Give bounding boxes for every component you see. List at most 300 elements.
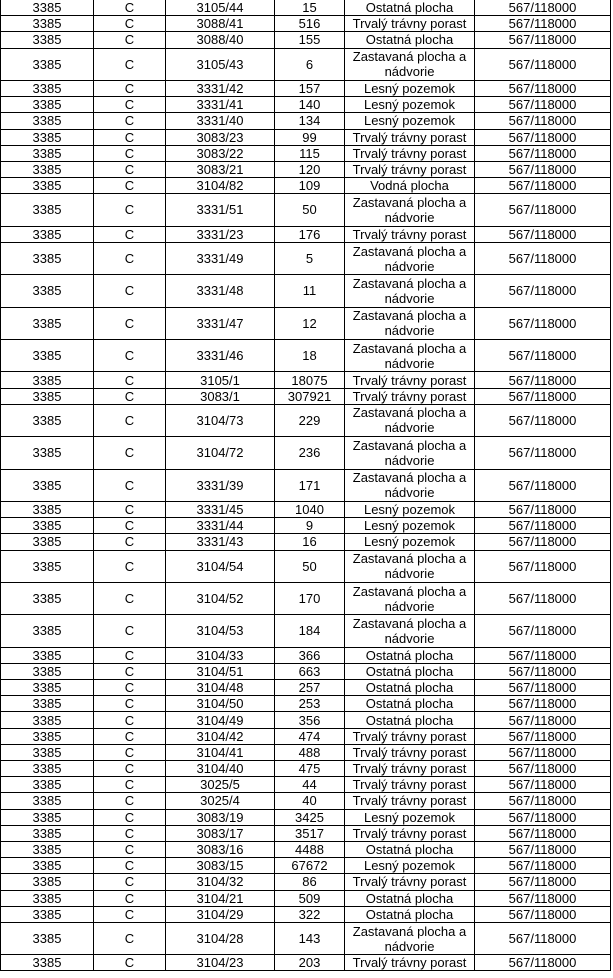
lv-cell: 3385	[1, 0, 94, 16]
lv-cell: 3385	[1, 32, 94, 48]
land-type-cell: Trvalý trávny porast	[345, 744, 475, 760]
table-row	[1, 809, 611, 825]
table-row	[1, 647, 611, 663]
area-cell: 253	[275, 696, 345, 712]
land-type-cell: Ostatná plocha	[345, 647, 475, 663]
area-cell: 509	[275, 890, 345, 906]
category-cell: C	[94, 307, 166, 339]
lv-cell: 3385	[1, 226, 94, 242]
area-cell: 15	[275, 0, 345, 16]
table-row	[1, 80, 611, 96]
share-cell: 567/118000	[475, 825, 611, 841]
area-cell: 3517	[275, 825, 345, 841]
share-cell: 567/118000	[475, 761, 611, 777]
category-cell: C	[94, 663, 166, 679]
land-type-cell: Trvalý trávny porast	[345, 129, 475, 145]
parcel-number-cell: 3104/41	[166, 744, 275, 760]
table-row	[1, 841, 611, 857]
lv-cell: 3385	[1, 809, 94, 825]
lv-cell: 3385	[1, 372, 94, 388]
table-row	[1, 307, 611, 339]
land-type-cell: Lesný pozemok	[345, 534, 475, 550]
land-type-cell: Lesný pozemok	[345, 858, 475, 874]
lv-cell: 3385	[1, 145, 94, 161]
land-type-cell: Zastavaná plocha a nádvorie	[345, 404, 475, 436]
parcel-number-cell: 3083/15	[166, 858, 275, 874]
table-row	[1, 761, 611, 777]
area-cell: 203	[275, 955, 345, 971]
category-cell: C	[94, 841, 166, 857]
area-cell: 516	[275, 16, 345, 32]
table-row	[1, 615, 611, 647]
area-cell: 6	[275, 48, 345, 80]
table-row	[1, 518, 611, 534]
land-type-cell: Ostatná plocha	[345, 906, 475, 922]
lv-cell: 3385	[1, 501, 94, 517]
area-cell: 120	[275, 161, 345, 177]
area-cell: 12	[275, 307, 345, 339]
category-cell: C	[94, 728, 166, 744]
land-type-cell: Zastavaná plocha a nádvorie	[345, 194, 475, 226]
area-cell: 109	[275, 178, 345, 194]
area-cell: 9	[275, 518, 345, 534]
area-cell: 307921	[275, 388, 345, 404]
parcel-number-cell: 3104/72	[166, 437, 275, 469]
share-cell: 567/118000	[475, 16, 611, 32]
table-row	[1, 404, 611, 436]
lv-cell: 3385	[1, 696, 94, 712]
parcel-number-cell: 3104/82	[166, 178, 275, 194]
land-type-cell: Trvalý trávny porast	[345, 777, 475, 793]
land-type-cell: Ostatná plocha	[345, 680, 475, 696]
parcel-number-cell: 3331/48	[166, 275, 275, 307]
area-cell: 474	[275, 728, 345, 744]
table-row	[1, 582, 611, 614]
land-type-cell: Zastavaná plocha a nádvorie	[345, 340, 475, 372]
land-type-cell: Trvalý trávny porast	[345, 145, 475, 161]
lv-cell: 3385	[1, 437, 94, 469]
land-type-cell: Lesný pozemok	[345, 97, 475, 113]
land-type-cell: Zastavaná plocha a nádvorie	[345, 922, 475, 954]
lv-cell: 3385	[1, 80, 94, 96]
area-cell: 18075	[275, 372, 345, 388]
lv-cell: 3385	[1, 874, 94, 890]
area-cell: 16	[275, 534, 345, 550]
parcel-number-cell: 3331/45	[166, 501, 275, 517]
land-type-cell: Zastavaná plocha a nádvorie	[345, 437, 475, 469]
table-row	[1, 48, 611, 80]
parcel-number-cell: 3083/19	[166, 809, 275, 825]
category-cell: C	[94, 0, 166, 16]
share-cell: 567/118000	[475, 680, 611, 696]
parcel-number-cell: 3331/46	[166, 340, 275, 372]
land-type-cell: Trvalý trávny porast	[345, 388, 475, 404]
area-cell: 50	[275, 550, 345, 582]
lv-cell: 3385	[1, 307, 94, 339]
category-cell: C	[94, 113, 166, 129]
parcel-number-cell: 3025/4	[166, 793, 275, 809]
parcel-number-cell: 3331/51	[166, 194, 275, 226]
share-cell: 567/118000	[475, 793, 611, 809]
category-cell: C	[94, 615, 166, 647]
share-cell: 567/118000	[475, 275, 611, 307]
lv-cell: 3385	[1, 890, 94, 906]
parcel-number-cell: 3104/23	[166, 955, 275, 971]
land-type-cell: Ostatná plocha	[345, 0, 475, 16]
category-cell: C	[94, 388, 166, 404]
land-type-cell: Trvalý trávny porast	[345, 874, 475, 890]
lv-cell: 3385	[1, 777, 94, 793]
area-cell: 143	[275, 922, 345, 954]
share-cell: 567/118000	[475, 340, 611, 372]
area-cell: 176	[275, 226, 345, 242]
lv-cell: 3385	[1, 340, 94, 372]
share-cell: 567/118000	[475, 518, 611, 534]
lv-cell: 3385	[1, 712, 94, 728]
area-cell: 40	[275, 793, 345, 809]
lv-cell: 3385	[1, 955, 94, 971]
category-cell: C	[94, 501, 166, 517]
lv-cell: 3385	[1, 16, 94, 32]
lv-cell: 3385	[1, 161, 94, 177]
share-cell: 567/118000	[475, 97, 611, 113]
category-cell: C	[94, 793, 166, 809]
land-type-cell: Lesný pozemok	[345, 113, 475, 129]
lv-cell: 3385	[1, 615, 94, 647]
parcel-number-cell: 3105/1	[166, 372, 275, 388]
share-cell: 567/118000	[475, 647, 611, 663]
lv-cell: 3385	[1, 518, 94, 534]
land-type-cell: Zastavaná plocha a nádvorie	[345, 275, 475, 307]
table-row	[1, 178, 611, 194]
table-row	[1, 32, 611, 48]
table-row	[1, 793, 611, 809]
land-type-cell: Trvalý trávny porast	[345, 825, 475, 841]
area-cell: 356	[275, 712, 345, 728]
share-cell: 567/118000	[475, 113, 611, 129]
table-row	[1, 275, 611, 307]
lv-cell: 3385	[1, 744, 94, 760]
table-row	[1, 129, 611, 145]
parcel-number-cell: 3331/44	[166, 518, 275, 534]
land-type-cell: Ostatná plocha	[345, 696, 475, 712]
share-cell: 567/118000	[475, 226, 611, 242]
land-type-cell: Ostatná plocha	[345, 712, 475, 728]
share-cell: 567/118000	[475, 809, 611, 825]
category-cell: C	[94, 16, 166, 32]
category-cell: C	[94, 955, 166, 971]
category-cell: C	[94, 226, 166, 242]
area-cell: 157	[275, 80, 345, 96]
parcel-number-cell: 3083/1	[166, 388, 275, 404]
share-cell: 567/118000	[475, 161, 611, 177]
share-cell: 567/118000	[475, 696, 611, 712]
parcel-number-cell: 3083/16	[166, 841, 275, 857]
category-cell: C	[94, 744, 166, 760]
land-type-cell: Ostatná plocha	[345, 841, 475, 857]
land-type-cell: Trvalý trávny porast	[345, 955, 475, 971]
parcel-number-cell: 3104/42	[166, 728, 275, 744]
share-cell: 567/118000	[475, 955, 611, 971]
land-type-cell: Ostatná plocha	[345, 32, 475, 48]
parcel-number-cell: 3104/73	[166, 404, 275, 436]
category-cell: C	[94, 340, 166, 372]
lv-cell: 3385	[1, 534, 94, 550]
category-cell: C	[94, 97, 166, 113]
category-cell: C	[94, 404, 166, 436]
parcel-number-cell: 3104/32	[166, 874, 275, 890]
parcel-number-cell: 3104/52	[166, 582, 275, 614]
category-cell: C	[94, 809, 166, 825]
parcel-number-cell: 3083/23	[166, 129, 275, 145]
land-type-cell: Trvalý trávny porast	[345, 372, 475, 388]
share-cell: 567/118000	[475, 841, 611, 857]
category-cell: C	[94, 906, 166, 922]
area-cell: 140	[275, 97, 345, 113]
area-cell: 229	[275, 404, 345, 436]
parcel-number-cell: 3331/40	[166, 113, 275, 129]
share-cell: 567/118000	[475, 615, 611, 647]
table-row	[1, 242, 611, 274]
area-cell: 67672	[275, 858, 345, 874]
area-cell: 488	[275, 744, 345, 760]
area-cell: 366	[275, 647, 345, 663]
parcel-number-cell: 3105/43	[166, 48, 275, 80]
table-row	[1, 906, 611, 922]
category-cell: C	[94, 647, 166, 663]
parcel-number-cell: 3105/44	[166, 0, 275, 16]
table-row	[1, 696, 611, 712]
parcel-number-cell: 3104/51	[166, 663, 275, 679]
table-row	[1, 663, 611, 679]
category-cell: C	[94, 194, 166, 226]
table-row	[1, 501, 611, 517]
category-cell: C	[94, 372, 166, 388]
area-cell: 236	[275, 437, 345, 469]
lv-cell: 3385	[1, 793, 94, 809]
share-cell: 567/118000	[475, 550, 611, 582]
category-cell: C	[94, 275, 166, 307]
area-cell: 3425	[275, 809, 345, 825]
share-cell: 567/118000	[475, 858, 611, 874]
parcel-number-cell: 3083/22	[166, 145, 275, 161]
share-cell: 567/118000	[475, 178, 611, 194]
parcel-number-cell: 3104/29	[166, 906, 275, 922]
category-cell: C	[94, 80, 166, 96]
category-cell: C	[94, 922, 166, 954]
land-type-cell: Trvalý trávny porast	[345, 793, 475, 809]
area-cell: 11	[275, 275, 345, 307]
lv-cell: 3385	[1, 388, 94, 404]
parcel-number-cell: 3025/5	[166, 777, 275, 793]
table-row	[1, 825, 611, 841]
share-cell: 567/118000	[475, 469, 611, 501]
category-cell: C	[94, 469, 166, 501]
category-cell: C	[94, 48, 166, 80]
parcel-number-cell: 3331/49	[166, 242, 275, 274]
share-cell: 567/118000	[475, 582, 611, 614]
parcel-table-body	[1, 0, 611, 971]
lv-cell: 3385	[1, 728, 94, 744]
lv-cell: 3385	[1, 647, 94, 663]
category-cell: C	[94, 161, 166, 177]
share-cell: 567/118000	[475, 874, 611, 890]
share-cell: 567/118000	[475, 663, 611, 679]
table-row	[1, 437, 611, 469]
share-cell: 567/118000	[475, 0, 611, 16]
land-type-cell: Zastavaná plocha a nádvorie	[345, 550, 475, 582]
table-row	[1, 712, 611, 728]
share-cell: 567/118000	[475, 501, 611, 517]
parcel-number-cell: 3104/54	[166, 550, 275, 582]
category-cell: C	[94, 890, 166, 906]
parcel-number-cell: 3104/40	[166, 761, 275, 777]
land-type-cell: Trvalý trávny porast	[345, 161, 475, 177]
lv-cell: 3385	[1, 922, 94, 954]
table-row	[1, 161, 611, 177]
category-cell: C	[94, 777, 166, 793]
lv-cell: 3385	[1, 680, 94, 696]
category-cell: C	[94, 761, 166, 777]
land-type-cell: Trvalý trávny porast	[345, 16, 475, 32]
table-row	[1, 0, 611, 16]
land-type-cell: Zastavaná plocha a nádvorie	[345, 469, 475, 501]
table-row	[1, 97, 611, 113]
share-cell: 567/118000	[475, 129, 611, 145]
lv-cell: 3385	[1, 194, 94, 226]
table-row	[1, 372, 611, 388]
table-row	[1, 744, 611, 760]
area-cell: 1040	[275, 501, 345, 517]
parcel-number-cell: 3088/41	[166, 16, 275, 32]
category-cell: C	[94, 129, 166, 145]
table-row	[1, 955, 611, 971]
lv-cell: 3385	[1, 129, 94, 145]
share-cell: 567/118000	[475, 728, 611, 744]
category-cell: C	[94, 582, 166, 614]
parcel-number-cell: 3331/39	[166, 469, 275, 501]
area-cell: 86	[275, 874, 345, 890]
land-type-cell: Vodná plocha	[345, 178, 475, 194]
lv-cell: 3385	[1, 858, 94, 874]
parcel-number-cell: 3104/50	[166, 696, 275, 712]
parcel-number-cell: 3083/21	[166, 161, 275, 177]
category-cell: C	[94, 858, 166, 874]
share-cell: 567/118000	[475, 712, 611, 728]
share-cell: 567/118000	[475, 32, 611, 48]
area-cell: 184	[275, 615, 345, 647]
share-cell: 567/118000	[475, 922, 611, 954]
table-row	[1, 858, 611, 874]
land-type-cell: Trvalý trávny porast	[345, 226, 475, 242]
table-row	[1, 728, 611, 744]
share-cell: 567/118000	[475, 744, 611, 760]
land-type-cell: Trvalý trávny porast	[345, 728, 475, 744]
share-cell: 567/118000	[475, 372, 611, 388]
parcel-number-cell: 3104/49	[166, 712, 275, 728]
area-cell: 155	[275, 32, 345, 48]
area-cell: 99	[275, 129, 345, 145]
category-cell: C	[94, 874, 166, 890]
land-type-cell: Zastavaná plocha a nádvorie	[345, 48, 475, 80]
lv-cell: 3385	[1, 97, 94, 113]
share-cell: 567/118000	[475, 80, 611, 96]
share-cell: 567/118000	[475, 194, 611, 226]
lv-cell: 3385	[1, 469, 94, 501]
area-cell: 322	[275, 906, 345, 922]
lv-cell: 3385	[1, 825, 94, 841]
share-cell: 567/118000	[475, 777, 611, 793]
land-type-cell: Lesný pozemok	[345, 809, 475, 825]
share-cell: 567/118000	[475, 145, 611, 161]
category-cell: C	[94, 242, 166, 274]
table-row	[1, 890, 611, 906]
parcel-number-cell: 3104/33	[166, 647, 275, 663]
lv-cell: 3385	[1, 663, 94, 679]
area-cell: 257	[275, 680, 345, 696]
lv-cell: 3385	[1, 761, 94, 777]
parcel-number-cell: 3331/47	[166, 307, 275, 339]
category-cell: C	[94, 437, 166, 469]
category-cell: C	[94, 178, 166, 194]
parcel-number-cell: 3104/53	[166, 615, 275, 647]
area-cell: 170	[275, 582, 345, 614]
share-cell: 567/118000	[475, 437, 611, 469]
lv-cell: 3385	[1, 48, 94, 80]
land-type-cell: Trvalý trávny porast	[345, 761, 475, 777]
category-cell: C	[94, 680, 166, 696]
lv-cell: 3385	[1, 178, 94, 194]
share-cell: 567/118000	[475, 48, 611, 80]
table-row	[1, 777, 611, 793]
lv-cell: 3385	[1, 841, 94, 857]
category-cell: C	[94, 518, 166, 534]
parcel-number-cell: 3104/21	[166, 890, 275, 906]
land-type-cell: Lesný pozemok	[345, 501, 475, 517]
lv-cell: 3385	[1, 582, 94, 614]
category-cell: C	[94, 534, 166, 550]
area-cell: 663	[275, 663, 345, 679]
table-row	[1, 680, 611, 696]
parcel-number-cell: 3104/48	[166, 680, 275, 696]
table-row	[1, 113, 611, 129]
land-type-cell: Ostatná plocha	[345, 890, 475, 906]
land-type-cell: Zastavaná plocha a nádvorie	[345, 582, 475, 614]
parcel-number-cell: 3331/43	[166, 534, 275, 550]
table-row	[1, 16, 611, 32]
table-row	[1, 194, 611, 226]
table-row	[1, 226, 611, 242]
land-type-cell: Lesný pozemok	[345, 518, 475, 534]
share-cell: 567/118000	[475, 404, 611, 436]
category-cell: C	[94, 145, 166, 161]
parcel-number-cell: 3331/23	[166, 226, 275, 242]
land-type-cell: Zastavaná plocha a nádvorie	[345, 615, 475, 647]
category-cell: C	[94, 550, 166, 582]
area-cell: 18	[275, 340, 345, 372]
area-cell: 475	[275, 761, 345, 777]
category-cell: C	[94, 712, 166, 728]
area-cell: 115	[275, 145, 345, 161]
category-cell: C	[94, 32, 166, 48]
share-cell: 567/118000	[475, 242, 611, 274]
table-row	[1, 388, 611, 404]
table-row	[1, 534, 611, 550]
lv-cell: 3385	[1, 113, 94, 129]
lv-cell: 3385	[1, 275, 94, 307]
table-row	[1, 469, 611, 501]
share-cell: 567/118000	[475, 890, 611, 906]
